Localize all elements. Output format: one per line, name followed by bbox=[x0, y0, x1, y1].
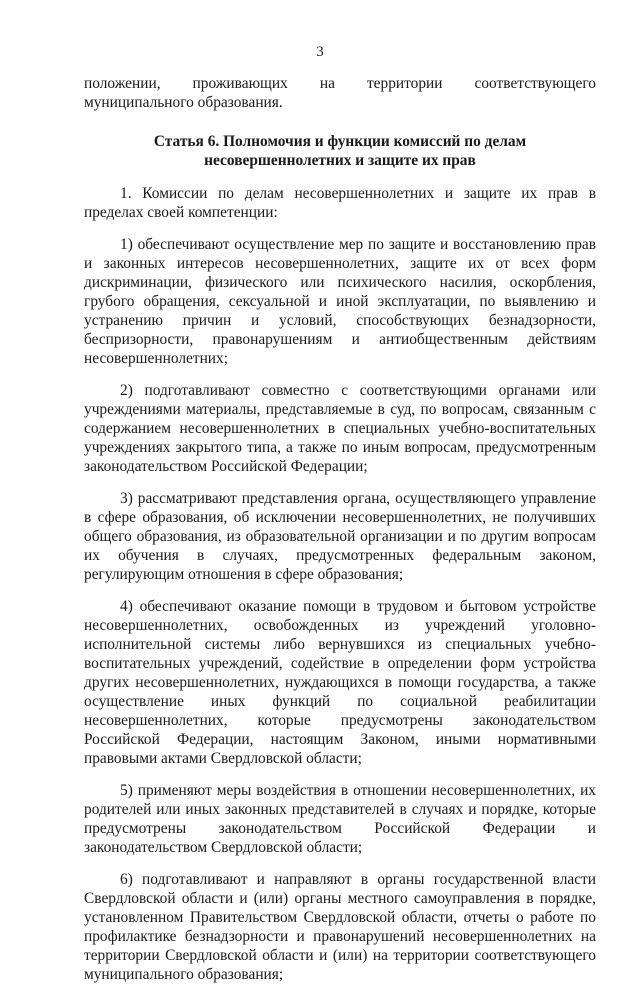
intro-paragraph: положении, проживающих на территории соответствующего муниципального образования. bbox=[84, 75, 596, 111]
item-6: 6) подготавливают и направляют в органы государственной власти Свердловской области и (или) органы местного самоуправления в порядке, установленном Правительством Свердловской области, отчеты о работе по профилактике безнадзорности и правонарушений несовершеннолетних на территории Свердловской области и (или) на территории соответствующего муниципального образования; bbox=[84, 871, 596, 983]
item-1: 1) обеспечивают осуществление мер по защите и восстановлению прав и законных интересов несовершеннолетних, защите их от всех форм дискриминации, физического или психического насилия, оскорбления, грубого обращения, сексуальной и иной эксплуатации, по выявлению и устранению причин и условий, способствующих безнадзорности, беспризорности, правонарушениям и антиобщественным действиям несовершеннолетних; bbox=[84, 236, 596, 367]
article-heading bbox=[84, 132, 596, 170]
paragraph-1: 1. Комиссии по делам несовершеннолетних и защите их прав в пределах своей компетенции: bbox=[84, 185, 596, 221]
article-title-line-1: Статья 6. Полномочия и функции комиссий по делам bbox=[153, 133, 527, 150]
item-5: 5) применяют меры воздействия в отношении несовершеннолетних, их родителей или иных законных представителей в случаях и порядке, которые предусмотрены законодательством Российской Федерации и законодательством Свердловской области; bbox=[84, 782, 596, 856]
document-body bbox=[84, 74, 596, 984]
item-2: 2) подготавливают совместно с соответствующими органами или учреждениями материалы, представляемые в суд, по вопросам, связанным с содержанием несовершеннолетних в специальных учебно-воспитательных учреждениях закрытого типа, а также по иным вопросам, предусмотренным законодательством Российской Федерации; bbox=[84, 382, 596, 475]
article-title-line-2: несовершеннолетних и защите их прав bbox=[204, 152, 476, 169]
item-3: 3) рассматривают представления органа, осуществляющего управление в сфере образования, об исключении несовершеннолетних, не получивших общего образования, из образовательной организации и по другим вопросам их обучения в случаях, предусмотренных федеральным законом, регулирующим отношения в сфере образования; bbox=[84, 490, 596, 583]
item-4: 4) обеспечивают оказание помощи в трудовом и бытовом устройстве несовершеннолетних, освобожденных из учреждений уголовно-исполнительной системы либо вернувшихся из специальных учебно-воспитательных учреждений, содействие в определении форм устройства других несовершеннолетних, нуждающихся в помощи государства, а также осуществление иных функций по социальной реабилитации несовершеннолетних, которые предусмотрены законодательством Российской Федерации, настоящим Законом, иными нормативными правовыми актами Свердловской области; bbox=[84, 598, 596, 767]
page-number: 3 bbox=[316, 44, 324, 60]
